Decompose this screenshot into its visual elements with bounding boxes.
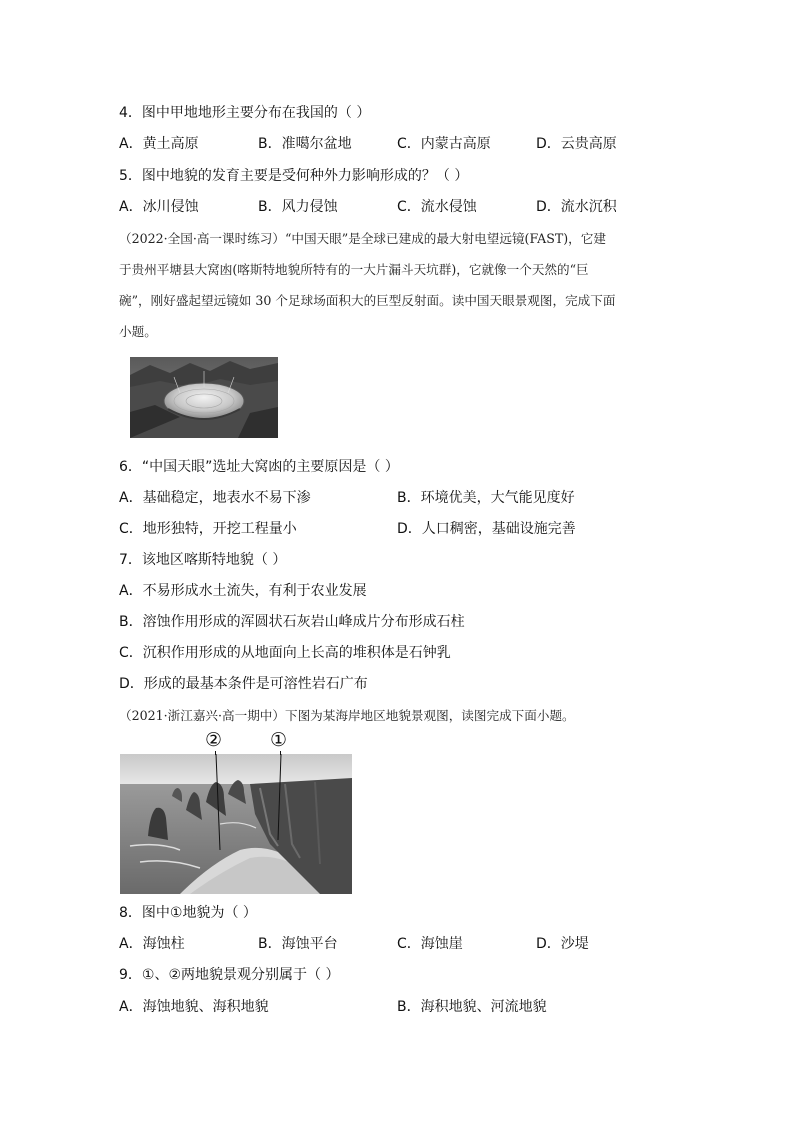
- question-9-option-a: A．海蚀地貌、海积地貌: [119, 999, 269, 1015]
- question-4-stem: 4．图中甲地地形主要分布在我国的（ ）: [119, 105, 371, 121]
- question-4-option-d: D．云贵高原: [536, 136, 617, 152]
- question-9-option-b: B．海积地貌、河流地貌: [397, 999, 547, 1015]
- question-8-stem: 8．图中①地貌为（ ）: [119, 905, 257, 921]
- question-5-stem: 5．图中地貌的发育主要是受何种外力影响形成的？（ ）: [119, 168, 469, 184]
- passage-line: 小题。: [119, 324, 157, 339]
- fast-telescope-image: [130, 357, 278, 438]
- question-8-option-b: B．海蚀平台: [258, 936, 338, 952]
- question-6-option-a: A．基础稳定，地表水不易下渗: [119, 490, 311, 506]
- question-6-stem: 6．“中国天眼”选址大窝凼的主要原因是（ ）: [119, 459, 399, 475]
- question-5-option-c: C．流水侵蚀: [397, 199, 477, 215]
- passage-line: （2022·全国·高一课时练习）“中国天眼”是全球已建成的最大射电望远镜(FAST)，它建: [119, 231, 606, 246]
- figure-label-1: ①: [270, 729, 288, 751]
- question-7-option-a: A．不易形成水土流失，有利于农业发展: [119, 583, 367, 599]
- question-6-option-d: D．人口稠密，基础设施完善: [397, 521, 576, 537]
- question-5-option-a: A．冰川侵蚀: [119, 199, 199, 215]
- passage-line: （2021·浙江嘉兴·高一期中）下图为某海岸地区地貌景观图，读图完成下面小题。: [119, 708, 575, 723]
- question-7-option-d: D．形成的最基本条件是可溶性岩石广布: [119, 676, 368, 692]
- question-5-option-d: D．流水沉积: [536, 199, 617, 215]
- passage-line: 于贵州平塘县大窝凼(喀斯特地貌所特有的一大片漏斗天坑群)，它就像一个天然的“巨: [119, 262, 589, 277]
- question-7-option-b: B．溶蚀作用形成的浑圆状石灰岩山峰成片分布形成石柱: [119, 614, 465, 630]
- coastal-landform-image: [120, 754, 352, 894]
- question-4-option-a: A．黄土高原: [119, 136, 199, 152]
- question-9-stem: 9．①、②两地貌景观分别属于（ ）: [119, 967, 340, 983]
- question-5-option-b: B．风力侵蚀: [258, 199, 338, 215]
- coastal-landform-photo: [120, 754, 352, 894]
- question-8-option-d: D．沙堤: [536, 936, 589, 952]
- question-4-option-c: C．内蒙古高原: [397, 136, 491, 152]
- question-6-option-b: B．环境优美，大气能见度好: [397, 490, 575, 506]
- fast-telescope-photo: [130, 357, 278, 438]
- question-8-option-a: A．海蚀柱: [119, 936, 185, 952]
- figure-label-2: ②: [205, 729, 223, 751]
- passage-coastal-landform: [119, 700, 679, 731]
- passage-fast-telescope: [119, 223, 679, 347]
- figure-pointer-1: [280, 751, 281, 755]
- question-7-option-c: C．沉积作用形成的从地面向上长高的堆积体是石钟乳: [119, 645, 451, 661]
- figure-pointer-2: [215, 751, 216, 755]
- passage-line: 碗”，刚好盛起望远镜如 30 个足球场面积大的巨型反射面。读中国天眼景观图，完成下面: [119, 293, 616, 308]
- question-4-option-b: B．准噶尔盆地: [258, 136, 352, 152]
- question-7-stem: 7．该地区喀斯特地貌（ ）: [119, 552, 287, 568]
- question-6-option-c: C．地形独特，开挖工程量小: [119, 521, 297, 537]
- question-8-option-c: C．海蚀崖: [397, 936, 463, 952]
